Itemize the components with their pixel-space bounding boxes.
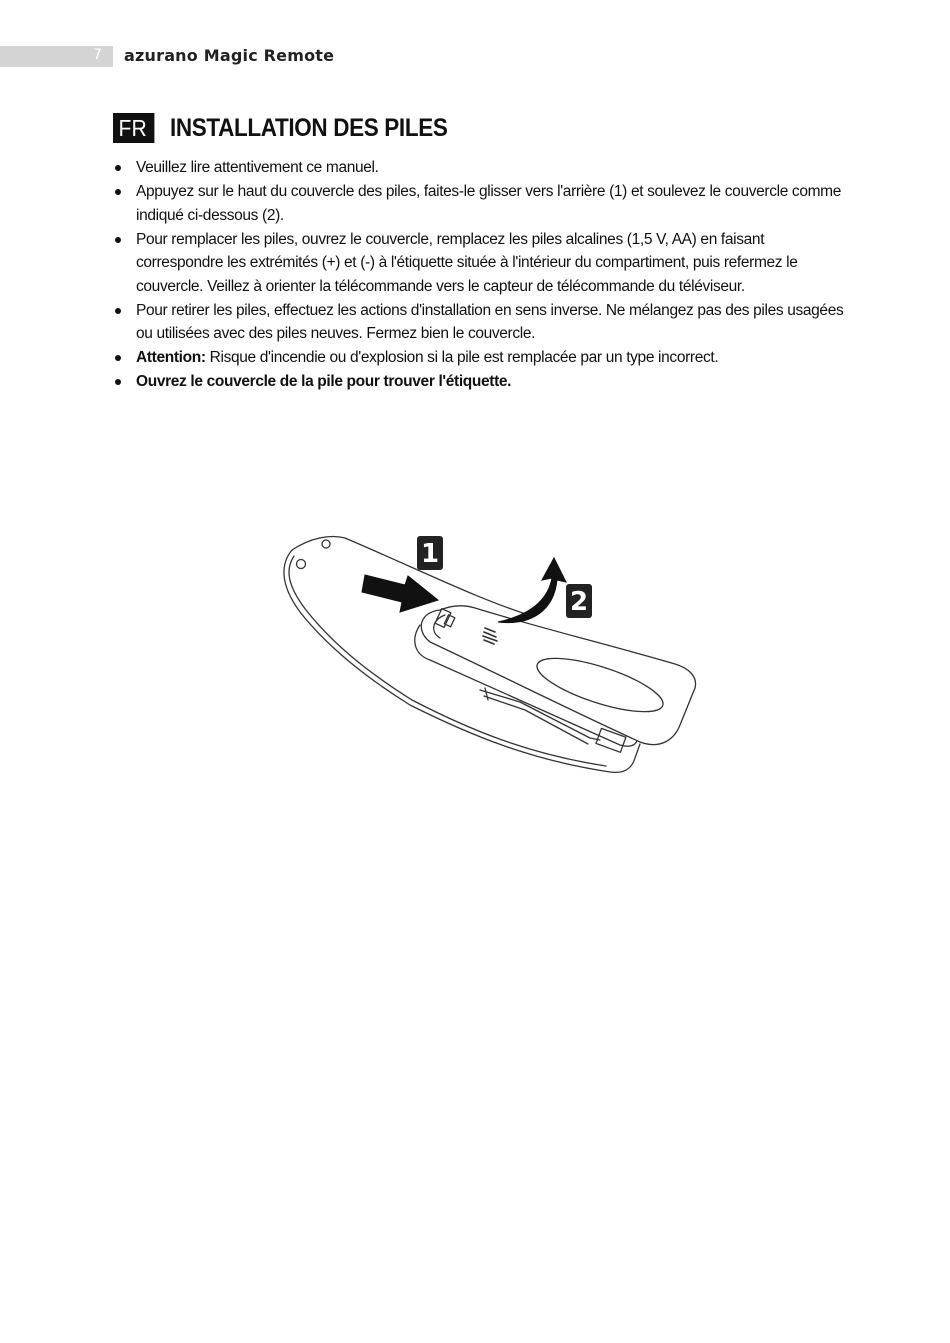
step-1-label: 1 [420, 539, 440, 569]
list-item [113, 228, 853, 299]
list-item-text: Veuillez lire attentivement ce manuel. [136, 159, 379, 176]
list-item [113, 346, 853, 370]
list-item [113, 156, 853, 180]
list-item-text: Risque d'incendie ou d'explosion si la pile est remplacée par un type incorrect. [205, 349, 719, 366]
list-item [113, 299, 853, 346]
list-item-text: Pour retirer les piles, effectuez les actions d'installation en sens inverse. Ne mélangez pas des piles usagées ou utilisées avec des piles neuves. Fermez bien le couvercle. [136, 301, 844, 342]
language-badge: FR [113, 113, 154, 143]
document-title: azurano Magic Remote [124, 46, 335, 65]
section-title: INSTALLATION DES PILES [169, 113, 448, 142]
list-item-text: Pour remplacer les piles, ouvrez le couvercle, remplacez les piles alcalines (1,5 V, AA) en faisant correspondre les extrémités (+) et (-) à l'étiquette située à l'intérieur du compartiment, puis refermez le couvercle. Veillez à orienter la télécommande vers le capteur de télécommande du téléviseur. [136, 230, 798, 295]
remote-battery-illustration [270, 520, 710, 790]
instruction-list [113, 156, 853, 394]
remote-button [322, 540, 330, 548]
list-item-text: Ouvrez le couvercle de la pile pour trouver l'étiquette. [136, 373, 512, 390]
step-2-label: 2 [569, 587, 589, 617]
list-item [113, 180, 853, 227]
page-number: 7 [93, 47, 102, 63]
lift-arrow [498, 558, 566, 623]
list-item [113, 370, 853, 394]
section-heading [113, 113, 478, 143]
warning-label: Attention: [136, 349, 206, 366]
list-item-text: Appuyez sur le haut du couvercle des piles, faites-le glisser vers l'arrière (1) et soulevez le couvercle comme indiqué ci-dessous (2). [136, 183, 841, 224]
